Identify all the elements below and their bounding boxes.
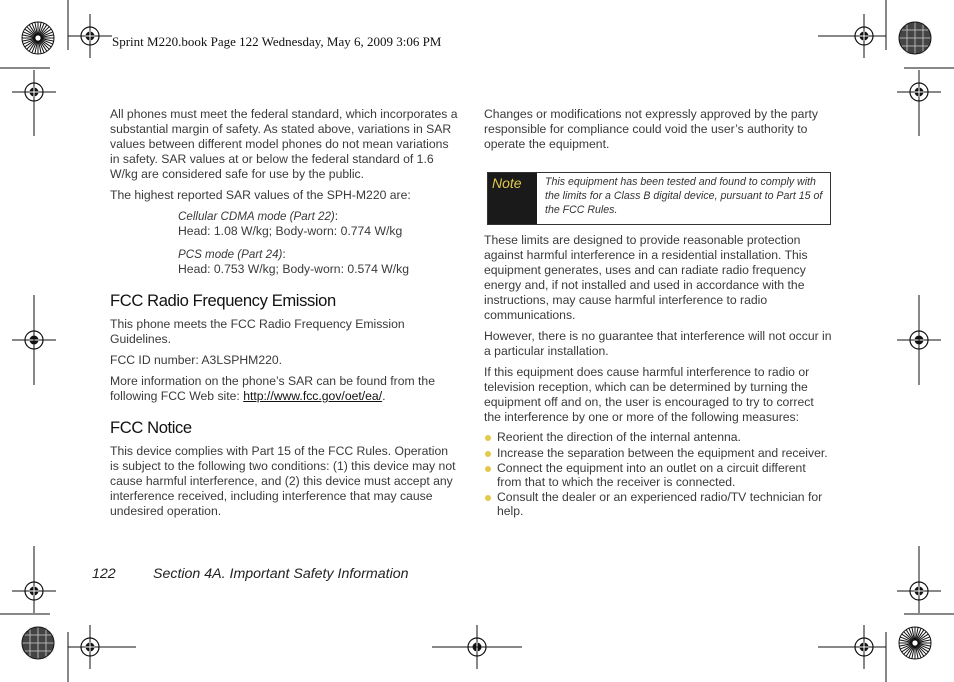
paragraph-no-guarantee: However, there is no guarantee that interference will not occur in a particular installation. — [484, 329, 832, 358]
bullet-icon — [485, 435, 491, 441]
note-label: Note — [488, 173, 537, 224]
sar-mode-label: PCS mode (Part 24) — [178, 248, 283, 261]
sar-cellular-block: Cellular CDMA mode (Part 22): Head: 1.08 W/kg; Body-worn: 0.774 W/kg — [178, 209, 460, 239]
sar-info-period: . — [382, 389, 386, 403]
note-box — [487, 172, 831, 225]
sar-pcs-block: PCS mode (Part 24): Head: 0.753 W/kg; Body-worn: 0.574 W/kg — [178, 247, 460, 277]
paragraph-part15-compliance: This device complies with Part 15 of the FCC Rules. Operation is subject to the following two conditions: (1) this device may not cause harmful interference, and (2) this device must accept any interference received, including interference that may cause undesired operation. — [110, 444, 456, 518]
left-column — [110, 107, 460, 525]
bullet-icon — [485, 451, 491, 457]
sar-mode-values: Head: 1.08 W/kg; Body-worn: 0.774 W/kg — [178, 224, 403, 238]
list-item — [484, 462, 832, 489]
sar-mode-values: Head: 0.753 W/kg; Body-worn: 0.574 W/kg — [178, 262, 409, 276]
paragraph-limits-purpose: These limits are designed to provide reasonable protection against harmful interference in a residential installation. This equipment generates, uses and can radiate radio frequency energy and, if not installed and used in accordance with the instructions, may cause harmful interference to radio communications. — [484, 233, 808, 322]
note-text: This equipment has been tested and found to comply with the limits for a Class B digital device, pursuant to Part 15 of the FCC Rules. — [545, 176, 823, 216]
bullet-icon — [485, 466, 491, 472]
heading-fcc-notice: FCC Notice — [110, 418, 192, 437]
list-item-text: Reorient the direction of the internal antenna. — [497, 430, 741, 444]
print-header: Sprint M220.book Page 122 Wednesday, May 6, 2009 3:06 PM — [112, 34, 442, 49]
measures-list — [484, 431, 832, 518]
paragraph-interference-measures: If this equipment does cause harmful interference to radio or television reception, which can be determined by turning the equipment off and on, the user is encouraged to try to correct the interference by one or more of the following measures: — [484, 365, 814, 424]
paragraph-fcc-guidelines: This phone meets the FCC Radio Frequency Emission Guidelines. — [110, 317, 405, 346]
list-item — [484, 447, 832, 461]
section-title: Section 4A. Important Safety Information — [153, 566, 409, 582]
paragraph-sar-more-info — [110, 374, 460, 404]
bullet-icon — [485, 495, 491, 501]
page-number: 122 — [92, 566, 116, 582]
sar-mode-label: Cellular CDMA mode (Part 22) — [178, 210, 335, 223]
list-item-text: Increase the separation between the equipment and receiver. — [497, 445, 828, 460]
list-item-text: Connect the equipment into an outlet on a circuit different from that to which the receiver is connected. — [497, 461, 806, 489]
list-item — [484, 431, 832, 445]
paragraph-modifications-warning: Changes or modifications not expressly approved by the party responsible for compliance could void the user’s authority to operate the equipment. — [484, 107, 818, 151]
list-item-text: Consult the dealer or an experienced radio/TV technician for help. — [497, 490, 823, 518]
heading-fcc-rf-emission: FCC Radio Frequency Emission — [110, 291, 336, 310]
paragraph-sar-values-intro: The highest reported SAR values of the SPH-M220 are: — [110, 188, 411, 202]
paragraph-fcc-id: FCC ID number: A3LSPHM220. — [110, 353, 283, 367]
list-item — [484, 491, 832, 518]
sar-info-text: More information on the phone’s SAR can be found from the following FCC Web site: — [110, 374, 435, 403]
paragraph-sar-standard: All phones must meet the federal standard, which incorporates a substantial margin of safety. As stated above, variations in SAR values between different model phones do not mean variations in safety. SAR values at or below the federal standard of 1.6 W/kg are considered safe for use by the public. — [110, 107, 458, 181]
fcc-website-link[interactable]: http://www.fcc.gov/oet/ea/ — [243, 389, 383, 403]
right-column — [484, 107, 832, 520]
page-footer — [92, 566, 409, 582]
